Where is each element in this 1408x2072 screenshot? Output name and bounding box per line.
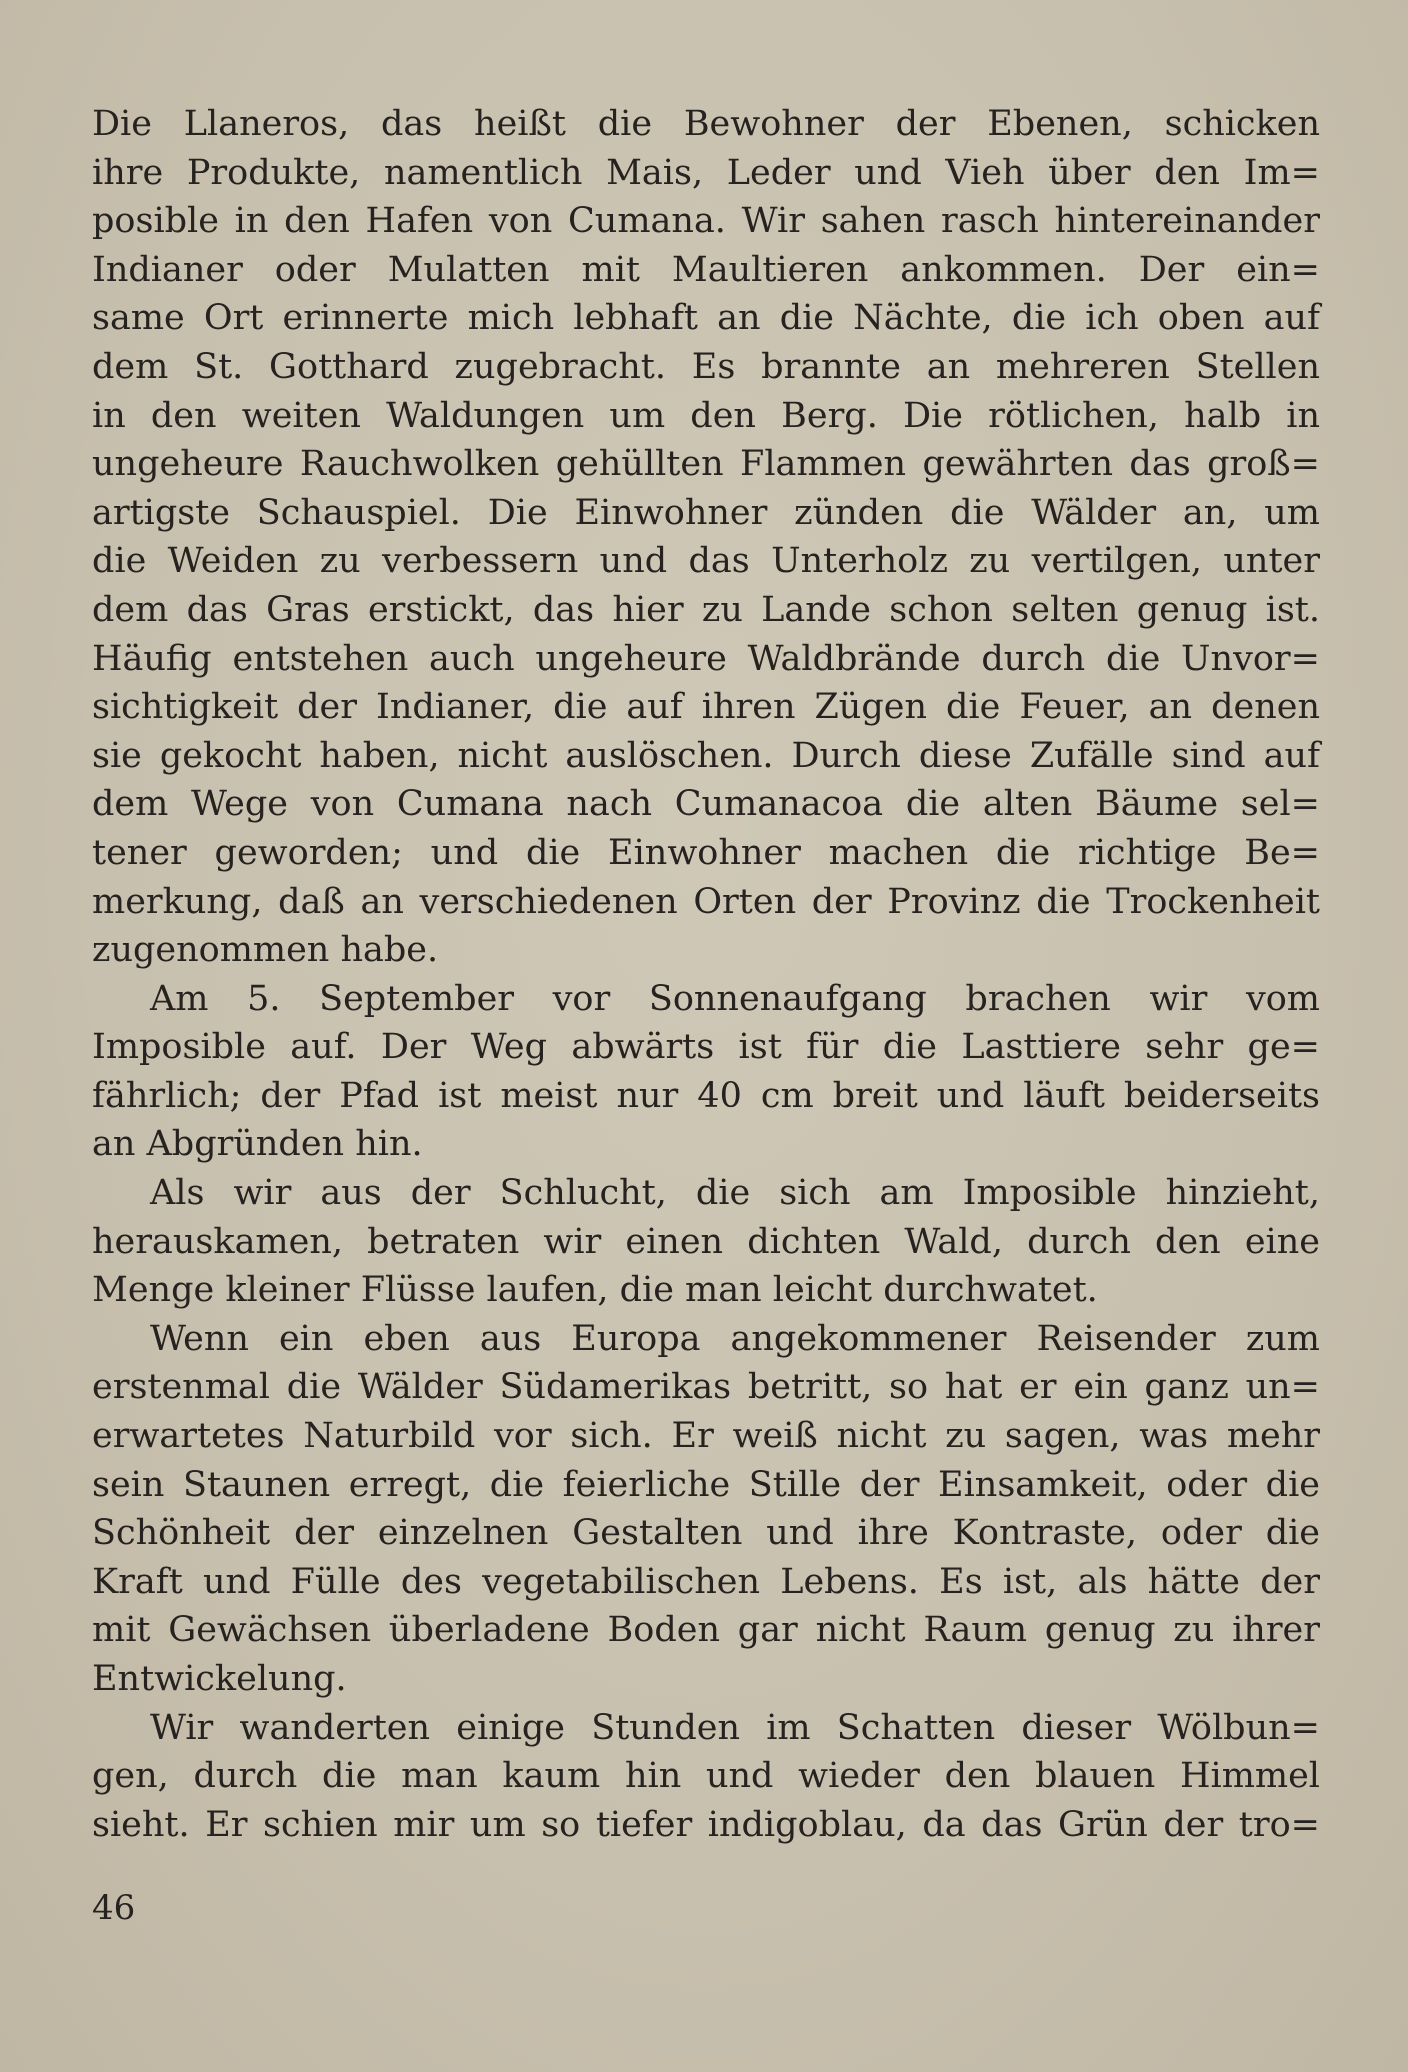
text-line: Indianer oder Mulatten mit Maultieren ankommen. Der ein= bbox=[92, 249, 1320, 290]
text-line: ihre Produkte, namentlich Mais, Leder und Vieh über den Im= bbox=[92, 152, 1320, 193]
text-line: Menge kleiner Flüsse laufen, die man leicht durchwatet. bbox=[92, 1270, 1098, 1311]
paragraph-4 bbox=[92, 1315, 1320, 1704]
text-line: Als wir aus der Schlucht, die sich am Imposible hinzieht, bbox=[150, 1173, 1320, 1214]
text-line: sichtigkeit der Indianer, die auf ihren Zügen die Feuer, an denen bbox=[92, 687, 1320, 728]
text-line: fährlich; der Pfad ist meist nur 40 cm breit und läuft beiderseits bbox=[92, 1075, 1320, 1116]
text-line: merkung, daß an verschiedenen Orten der Provinz die Trockenheit bbox=[92, 881, 1320, 922]
paragraph-1 bbox=[92, 100, 1320, 975]
page-number: 46 bbox=[92, 1888, 136, 1928]
text-line: Wir wanderten einige Stunden im Schatten dieser Wölbun= bbox=[150, 1707, 1320, 1748]
text-line: in den weiten Waldungen um den Berg. Die rötlichen, halb in bbox=[92, 395, 1320, 436]
text-line: Häufig entstehen auch ungeheure Waldbrände durch die Unvor= bbox=[92, 638, 1320, 679]
text-line: posible in den Hafen von Cumana. Wir sahen rasch hintereinander bbox=[92, 201, 1320, 242]
text-line: same Ort erinnerte mich lebhaft an die Nächte, die ich oben auf bbox=[92, 298, 1320, 339]
text-line: sein Staunen erregt, die feierliche Stille der Einsamkeit, oder die bbox=[92, 1464, 1320, 1505]
text-line: Schönheit der einzelnen Gestalten und ihre Kontraste, oder die bbox=[92, 1513, 1320, 1554]
text-line: sie gekocht haben, nicht auslöschen. Durch diese Zufälle sind auf bbox=[92, 735, 1320, 776]
text-line: Wenn ein eben aus Europa angekommener Reisender zum bbox=[150, 1318, 1320, 1359]
text-line: dem Wege von Cumana nach Cumanacoa die alten Bäume sel= bbox=[92, 784, 1320, 825]
text-line: mit Gewächsen überladene Boden gar nicht Raum genug zu ihrer bbox=[92, 1610, 1320, 1651]
text-line: die Weiden zu verbessern und das Unterholz zu vertilgen, unter bbox=[92, 541, 1320, 582]
text-line: an Abgründen hin. bbox=[92, 1124, 423, 1165]
text-line: Entwickelung. bbox=[92, 1659, 347, 1699]
paragraph-3 bbox=[92, 1169, 1320, 1315]
text-line: artigste Schauspiel. Die Einwohner zünden die Wälder an, um bbox=[92, 492, 1320, 533]
text-line: Kraft und Fülle des vegetabilischen Lebens. Es ist, als hätte der bbox=[92, 1561, 1320, 1602]
text-line: sieht. Er schien mir um so tiefer indigoblau, da das Grün der tro= bbox=[92, 1804, 1320, 1845]
text-line: gen, durch die man kaum hin und wieder den blauen Himmel bbox=[92, 1756, 1320, 1797]
text-line: dem das Gras erstickt, das hier zu Lande schon selten genug ist. bbox=[92, 589, 1320, 630]
text-line: herauskamen, betraten wir einen dichten Wald, durch den eine bbox=[92, 1221, 1320, 1262]
text-line: zugenommen habe. bbox=[92, 930, 439, 971]
paragraph-2 bbox=[92, 975, 1320, 1169]
paragraph-5 bbox=[92, 1704, 1320, 1850]
text-line: erwartetes Naturbild vor sich. Er weiß nicht zu sagen, was mehr bbox=[92, 1416, 1320, 1457]
text-line: Imposible auf. Der Weg abwärts ist für die Lasttiere sehr ge= bbox=[92, 1027, 1320, 1068]
text-line: Am 5. September vor Sonnenaufgang brachen wir vom bbox=[150, 978, 1320, 1019]
text-line: ungeheure Rauchwolken gehüllten Flammen gewährten das groß= bbox=[92, 444, 1320, 485]
text-line: erstenmal die Wälder Südamerikas betritt, so hat er ein ganz un= bbox=[92, 1367, 1320, 1408]
text-line: Die Llaneros, das heißt die Bewohner der Ebenen, schicken bbox=[92, 104, 1320, 144]
text-line: tener geworden; und die Einwohner machen die richtige Be= bbox=[92, 832, 1320, 873]
text-line: dem St. Gotthard zugebracht. Es brannte an mehreren Stellen bbox=[92, 346, 1320, 387]
body-text bbox=[92, 100, 1320, 1849]
